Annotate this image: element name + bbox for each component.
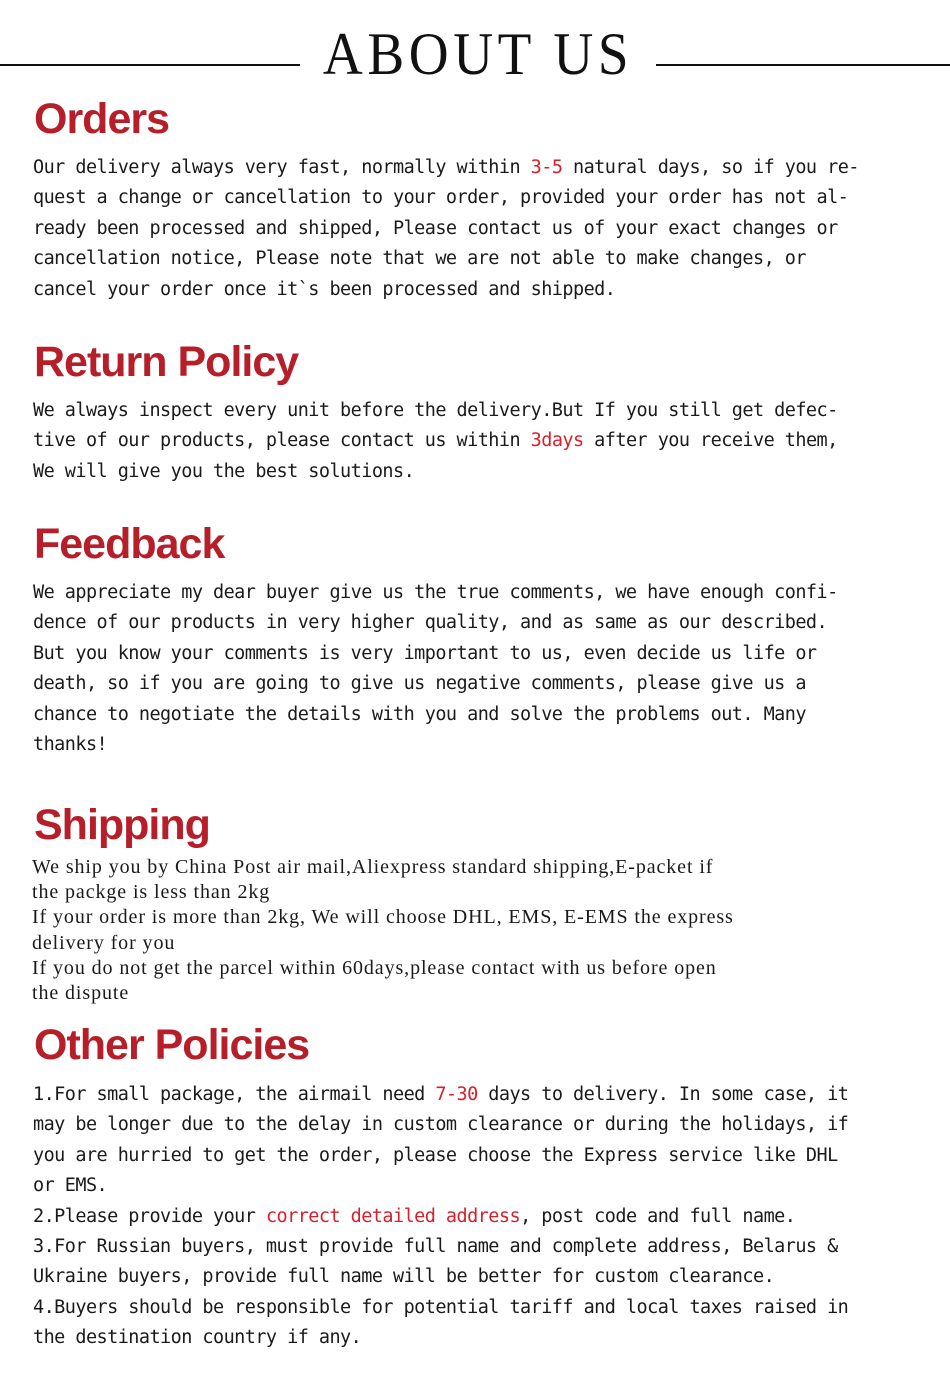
shipping-heading: Shipping xyxy=(34,801,210,849)
return-policy-heading: Return Policy xyxy=(34,338,299,386)
header-rule-right xyxy=(656,64,950,66)
orders-days-highlight: 3-5 xyxy=(530,157,563,178)
header-rule-left xyxy=(0,64,300,66)
page-title: ABOUT US xyxy=(322,21,634,87)
address-highlight: correct detailed address xyxy=(265,1205,521,1227)
feedback-heading: Feedback xyxy=(34,520,225,568)
feedback-text: We appreciate my dear buyer give us the true comments, we have enough confi- dence of our products in very higher quality, and as same as our described. But you know your comments is very important to us, even decide us life or death, so if you are going to give us negative comments, please give us a chance to negotiate the details with you and solve the problems out. Many thanks! xyxy=(33,582,838,756)
orders-text: Our delivery always very fast, normally within 3-5 natural days, so if you re- quest a change or cancellation to your order, provided your order has not al- ready been processed and shipped, Please contact us of your exact changes or cancellation notice, Please note that we are not able to make changes, or cancel your order once it`s been processed and shipped. xyxy=(33,157,859,300)
airmail-days-highlight: 7-30 xyxy=(435,1084,478,1105)
other-policies-heading: Other Policies xyxy=(34,1021,310,1069)
shipping-text: We ship you by China Post air mail,Aliexpress standard shipping,E-packet if the packge is less than 2kg If your order is more than 2kg, We will choose DHL, EMS, E-EMS the express delivery for you If you do not get the parcel within 60days,please contact with us before open the dispute xyxy=(32,856,734,1005)
page-header xyxy=(0,0,950,100)
orders-heading: Orders xyxy=(34,95,170,143)
return-policy-text: We always inspect every unit before the delivery.But If you still get defec- tive of our products, please contact us within 3days after you receive them, We will give you the best solutions. xyxy=(33,400,838,482)
other-policies-text: 1.For small package, the airmail need 7-30 days to delivery. In some case, it may be longer due to the delay in custom clearance or during the holidays, if you are hurried to get the order, please choose the Express service like DHL or EMS. 2.Please provide your correct detailed address, post code and full name. 3.For Russian buyers, must provide full name and complete address, Belarus & Ukraine buyers, provide full name will be better for custom clearance. 4.Buyers should be responsible for potential tariff and local taxes raised in the destination country if any. xyxy=(33,1084,849,1349)
return-days-highlight: 3days xyxy=(530,430,584,452)
